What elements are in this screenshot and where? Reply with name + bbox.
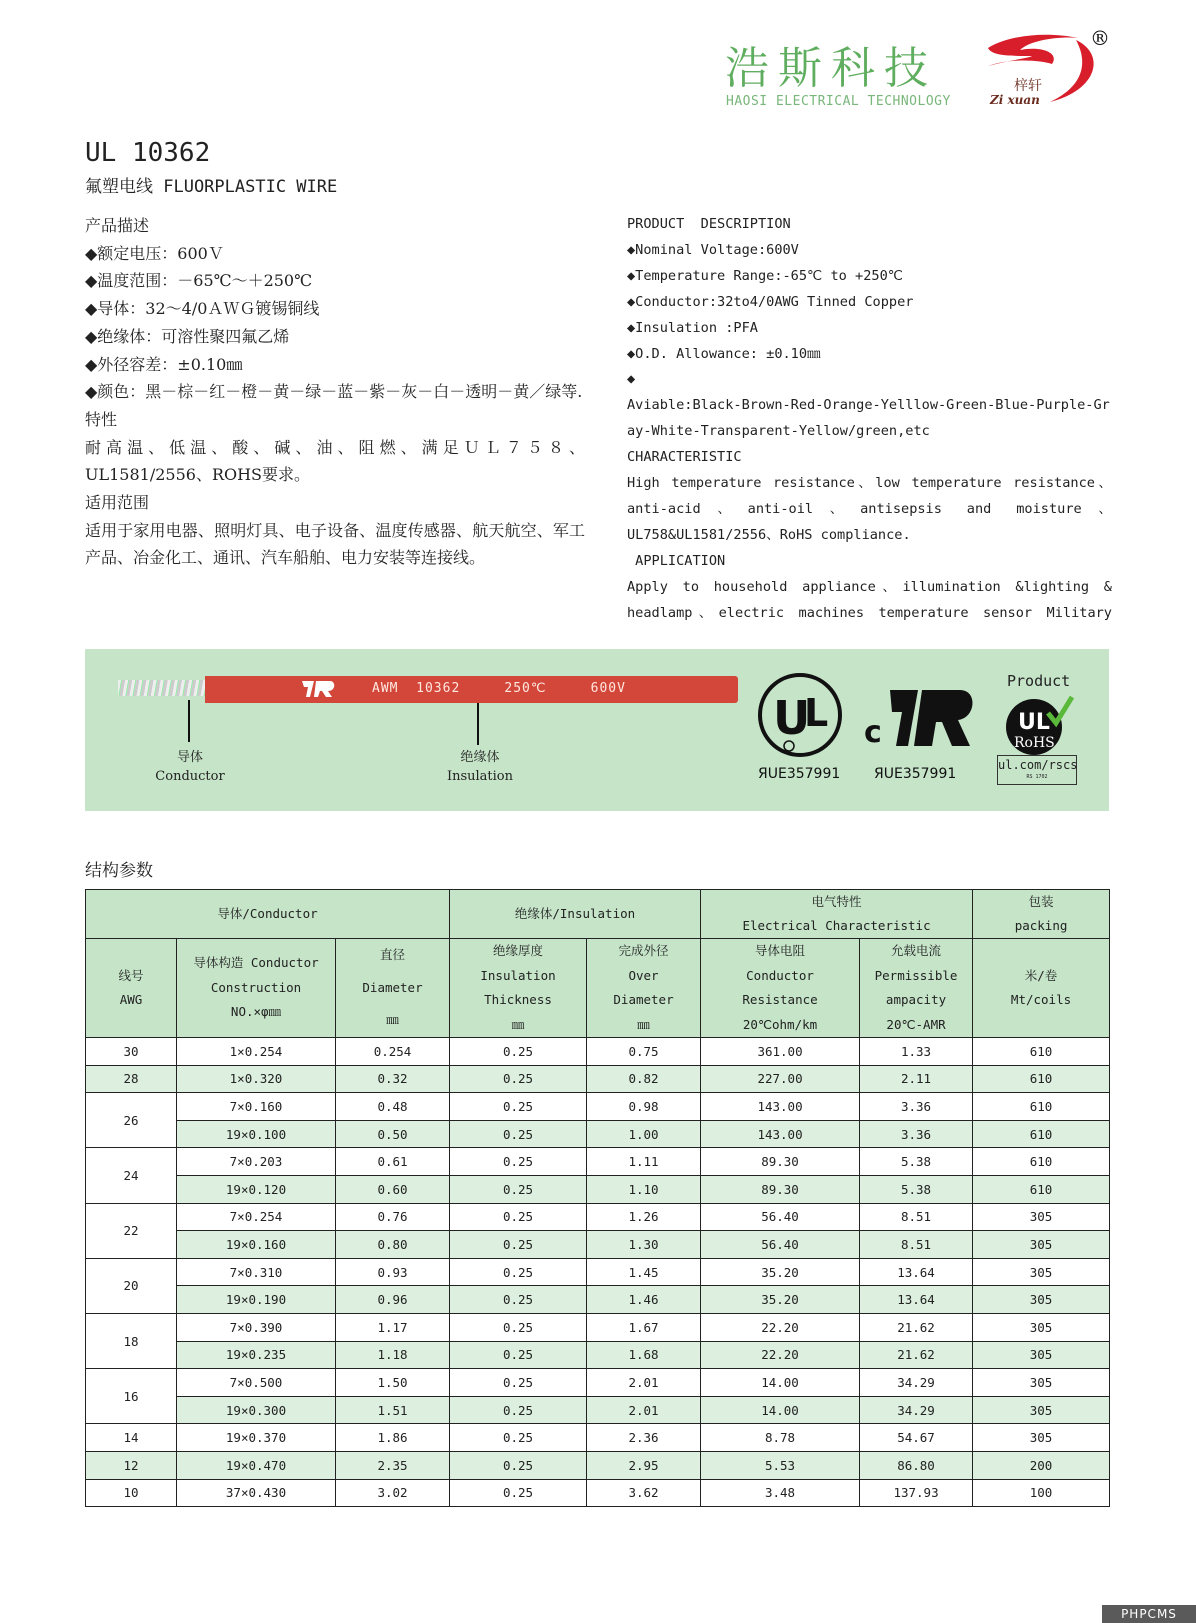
spec-table: [85, 889, 1110, 1507]
thickness-cell: 0.25: [450, 1424, 587, 1452]
table-row: [86, 1231, 1110, 1259]
construction-cell: 19×0.120: [177, 1175, 336, 1203]
packing-cell: 610: [973, 1065, 1110, 1093]
col-awg-cn: 线号: [118, 967, 144, 983]
col-ampacity: [860, 939, 973, 1038]
diameter-cell: 1.18: [336, 1341, 450, 1369]
thickness-cell: 0.25: [450, 1258, 587, 1286]
product-label: Product: [1007, 672, 1071, 690]
col-ampacity-line: 允载电流: [891, 943, 942, 958]
over-diameter-cell: 1.00: [587, 1120, 701, 1148]
diameter-cell: 0.76: [336, 1203, 450, 1231]
insulation-leader: [477, 703, 479, 745]
thickness-cell: 0.25: [450, 1451, 587, 1479]
thickness-cell: 0.25: [450, 1120, 587, 1148]
diameter-cell: 3.02: [336, 1479, 450, 1507]
resistance-cell: 143.00: [701, 1093, 860, 1121]
en-char-heading: CHARACTERISTIC: [627, 449, 742, 466]
en-char-line: anti-acid、anti-oil、antisepsis and moisture、: [627, 500, 1112, 517]
wire-conductor: [118, 680, 208, 696]
construction-cell: 1×0.254: [177, 1038, 336, 1066]
col-construction: [177, 939, 336, 1038]
construction-cell: 19×0.300: [177, 1396, 336, 1424]
group-electrical: [701, 890, 973, 939]
over-diameter-cell: 0.75: [587, 1038, 701, 1066]
over-diameter-cell: 3.62: [587, 1479, 701, 1507]
over-diameter-cell: 1.45: [587, 1258, 701, 1286]
table-row: [86, 1175, 1110, 1203]
resistance-cell: 361.00: [701, 1038, 860, 1066]
col-diameter-line: 直径: [380, 947, 406, 963]
cn-desc-item: ◆额定电压：600Ｖ: [85, 243, 224, 263]
resistance-cell: 22.20: [701, 1313, 860, 1341]
construction-cell: 19×0.470: [177, 1451, 336, 1479]
ul-website-small: RS 1702: [1026, 774, 1048, 780]
packing-cell: 610: [973, 1120, 1110, 1148]
svg-text:UL: UL: [1018, 710, 1050, 735]
ampacity-cell: 137.93: [860, 1479, 973, 1507]
ampacity-cell: 34.29: [860, 1396, 973, 1424]
diameter-cell: 1.17: [336, 1313, 450, 1341]
diameter-cell: 1.86: [336, 1424, 450, 1452]
col-thickness-line: Thickness: [484, 992, 552, 1007]
en-desc-heading: PRODUCT DESCRIPTION: [627, 216, 791, 232]
over-diameter-cell: 2.36: [587, 1424, 701, 1452]
col-ampacity-line: Permissible: [874, 967, 958, 983]
thickness-cell: 0.25: [450, 1065, 587, 1093]
col-resistance-line: 20℃ohm/km: [742, 1016, 818, 1032]
ul-rohs-icon: [1000, 688, 1074, 762]
group-electrical-cn: 电气特性: [811, 894, 862, 909]
resistance-cell: 3.48: [701, 1479, 860, 1507]
resistance-cell: 8.78: [701, 1424, 860, 1452]
ampacity-cell: 21.62: [860, 1341, 973, 1369]
ur-small-icon: ЯU: [874, 766, 894, 782]
ur-mark-icon: [300, 679, 336, 699]
resistance-cell: 56.40: [701, 1203, 860, 1231]
over-diameter-cell: 1.68: [587, 1341, 701, 1369]
packing-cell: 305: [973, 1313, 1110, 1341]
construction-cell: 37×0.430: [177, 1479, 336, 1507]
resistance-cell: 35.20: [701, 1286, 860, 1314]
thickness-cell: 0.25: [450, 1341, 587, 1369]
resistance-cell: 56.40: [701, 1231, 860, 1259]
resistance-cell: 227.00: [701, 1065, 860, 1093]
ampacity-cell: 54.67: [860, 1424, 973, 1452]
conductor-label-cn: 导体: [176, 750, 203, 765]
over-diameter-cell: 0.98: [587, 1093, 701, 1121]
table-row: [86, 1148, 1110, 1176]
awg-cell: 30: [86, 1038, 177, 1066]
logo-en: Zi xuan: [990, 93, 1040, 107]
wire-print-text: AWM 10362 250℃ 600V: [372, 681, 626, 696]
resistance-cell: 143.00: [701, 1120, 860, 1148]
table-row: [86, 1396, 1110, 1424]
insulation-label-cn: 绝缘体: [460, 750, 500, 765]
diameter-cell: 1.50: [336, 1369, 450, 1397]
table-title: 结构参数: [85, 861, 153, 881]
thickness-cell: 0.25: [450, 1286, 587, 1314]
ampacity-cell: 8.51: [860, 1231, 973, 1259]
awg-cell: 12: [86, 1451, 177, 1479]
ampacity-cell: 1.33: [860, 1038, 973, 1066]
ampacity-cell: 5.38: [860, 1175, 973, 1203]
col-resistance-line: Conductor: [746, 967, 814, 983]
group-packing: [973, 890, 1110, 939]
diameter-cell: 0.61: [336, 1148, 450, 1176]
group-electrical-en: Electrical Characteristic: [742, 918, 931, 933]
col-od-line: ㎜: [637, 1016, 650, 1032]
construction-cell: 19×0.100: [177, 1120, 336, 1148]
svg-text:c: c: [864, 715, 882, 750]
packing-cell: 305: [973, 1258, 1110, 1286]
thickness-cell: 0.25: [450, 1148, 587, 1176]
ampacity-cell: 13.64: [860, 1286, 973, 1314]
col-over-diameter: [587, 939, 701, 1038]
cru-file-number: ЯUE357991: [874, 766, 957, 782]
en-item: ◆O.D. Allowance: ±0.10㎜: [627, 345, 821, 362]
thickness-cell: 0.25: [450, 1313, 587, 1341]
over-diameter-cell: 1.67: [587, 1313, 701, 1341]
packing-cell: 610: [973, 1093, 1110, 1121]
cn-char-text: 耐高温、低温、酸、碱、油、阻燃、满足ＵＬ７５８、UL1581/2556、ROHS要求。: [85, 437, 585, 485]
watermark: PHPCMS: [1102, 1605, 1196, 1623]
diameter-cell: 0.50: [336, 1120, 450, 1148]
col-diameter-line: Diameter: [362, 979, 423, 995]
construction-cell: 7×0.203: [177, 1148, 336, 1176]
conductor-label-en: Conductor: [155, 769, 225, 784]
group-packing-en: packing: [1014, 918, 1068, 933]
packing-cell: 305: [973, 1286, 1110, 1314]
c-ru-recognized-icon: [862, 684, 980, 750]
construction-cell: 7×0.160: [177, 1093, 336, 1121]
construction-cell: 19×0.235: [177, 1341, 336, 1369]
thickness-cell: 0.25: [450, 1231, 587, 1259]
col-packing-line: 米/卷: [1024, 967, 1058, 983]
en-item: ◆Conductor:32to4/0AWG Tinned Copper: [627, 293, 914, 310]
construction-cell: 19×0.160: [177, 1231, 336, 1259]
ur-small-icon: ЯU: [758, 766, 778, 782]
awg-cell: 20: [86, 1258, 177, 1313]
en-app-line: headlamp、electric machines temperature sensor Military: [627, 604, 1112, 621]
rohs-text: RoHS: [1014, 735, 1055, 751]
thickness-cell: 0.25: [450, 1038, 587, 1066]
cn-desc-item: ◆导体：32～4/0ＡＷＧ镀锡铜线: [85, 299, 320, 319]
cn-app-heading: 适用范围: [85, 493, 150, 513]
over-diameter-cell: 1.10: [587, 1175, 701, 1203]
ampacity-cell: 86.80: [860, 1451, 973, 1479]
thickness-cell: 0.25: [450, 1175, 587, 1203]
en-color-text: Aviable:Black-Brown-Red-Orange-Yelllow-Green-Blue-Purple-Gray-White-Transparent-Yellow/green,etc: [627, 397, 1110, 440]
page-title: UL 10362: [85, 138, 211, 168]
col-od-line: Diameter: [613, 992, 674, 1007]
spec-table-body: [86, 1038, 1110, 1507]
col-packing: [973, 939, 1110, 1038]
over-diameter-cell: 1.11: [587, 1148, 701, 1176]
col-thickness-line: ㎜: [511, 1016, 525, 1032]
table-row: [86, 1451, 1110, 1479]
over-diameter-cell: 0.82: [587, 1065, 701, 1093]
packing-cell: 305: [973, 1203, 1110, 1231]
ul-website: ul.com/rscs: [998, 758, 1078, 772]
packing-cell: 305: [973, 1424, 1110, 1452]
table-row: [86, 1120, 1110, 1148]
awg-cell: 18: [86, 1313, 177, 1368]
cn-desc-heading: 产品描述: [85, 216, 150, 235]
cn-description: [85, 212, 585, 572]
en-item: ◆Temperature Range:-65℃ to +250℃: [627, 267, 904, 284]
construction-cell: 1×0.320: [177, 1065, 336, 1093]
group-packing-cn: 包装: [1028, 894, 1054, 909]
over-diameter-cell: 1.46: [587, 1286, 701, 1314]
cn-app-text: 适用于家用电器、照明灯具、电子设备、温度传感器、航天航空、军工产品、冶金化工、通讯、汽车船舶、电力安装等连接线。: [85, 520, 585, 568]
thickness-cell: 0.25: [450, 1093, 587, 1121]
col-od-line: Over: [628, 967, 659, 983]
table-row: [86, 1479, 1110, 1507]
group-conductor: 导体/Conductor: [86, 890, 450, 939]
packing-cell: 610: [973, 1175, 1110, 1203]
group-insulation: 绝缘体/Insulation: [450, 890, 701, 939]
packing-cell: 100: [973, 1479, 1110, 1507]
diameter-cell: 0.96: [336, 1286, 450, 1314]
conductor-label: [140, 748, 240, 786]
table-row: [86, 1203, 1110, 1231]
en-app-line: Apply to household appliance、illumination &lighting &: [627, 578, 1112, 595]
packing-cell: 610: [973, 1038, 1110, 1066]
registered-mark: ®: [1090, 26, 1110, 50]
insulation-label-en: Insulation: [446, 769, 514, 784]
en-item: ◆Nominal Voltage:600V: [627, 241, 799, 258]
packing-cell: 610: [973, 1148, 1110, 1176]
col-resistance-line: 导体电阻: [755, 943, 806, 958]
col-thickness-line: Insulation: [480, 967, 556, 983]
resistance-cell: 14.00: [701, 1369, 860, 1397]
awg-cell: 10: [86, 1479, 177, 1507]
construction-cell: 19×0.190: [177, 1286, 336, 1314]
col-construction-line: Construction: [210, 979, 302, 995]
col-ampacity-line: ampacity: [885, 992, 947, 1007]
awg-cell: 28: [86, 1065, 177, 1093]
diameter-cell: 0.60: [336, 1175, 450, 1203]
ampacity-cell: 3.36: [860, 1120, 973, 1148]
thickness-cell: 0.25: [450, 1203, 587, 1231]
cn-desc-item: ◆外径容差：±0.10㎜: [85, 354, 243, 374]
diameter-cell: 2.35: [336, 1451, 450, 1479]
cn-desc-item: ◆绝缘体：可溶性聚四氟乙烯: [85, 326, 290, 346]
over-diameter-cell: 2.95: [587, 1451, 701, 1479]
col-resistance: [701, 939, 860, 1038]
ampacity-cell: 2.11: [860, 1065, 973, 1093]
col-diameter: [336, 939, 450, 1038]
diameter-cell: 0.80: [336, 1231, 450, 1259]
col-thickness: [450, 939, 587, 1038]
en-char-line: High temperature resistance、low temperature resistance、: [627, 475, 1112, 492]
insulation-label: [430, 748, 530, 786]
resistance-cell: 14.00: [701, 1396, 860, 1424]
table-row: [86, 1424, 1110, 1452]
col-ampacity-line: 20℃-AMR: [886, 1016, 946, 1032]
col-od-line: 完成外径: [618, 943, 669, 958]
en-item: ◆: [627, 371, 636, 388]
resistance-cell: 89.30: [701, 1175, 860, 1203]
diameter-cell: 0.93: [336, 1258, 450, 1286]
col-diameter-line: ㎜: [386, 1012, 399, 1028]
thickness-cell: 0.25: [450, 1369, 587, 1397]
diameter-cell: 1.51: [336, 1396, 450, 1424]
awg-cell: 14: [86, 1424, 177, 1452]
conductor-leader: [188, 700, 190, 742]
awg-cell: 16: [86, 1369, 177, 1424]
resistance-cell: 5.53: [701, 1451, 860, 1479]
logo-cn: 梓轩: [1014, 78, 1042, 94]
brand-name-cn: 浩斯科技: [725, 43, 937, 94]
col-awg: [86, 939, 177, 1038]
over-diameter-cell: 2.01: [587, 1369, 701, 1397]
construction-cell: 7×0.310: [177, 1258, 336, 1286]
col-construction-line: 导体构造 Conductor: [193, 955, 319, 971]
table-row: [86, 1258, 1110, 1286]
ul-file-number: ЯUE357991: [758, 766, 841, 782]
col-thickness-line: 绝缘厚度: [493, 943, 544, 958]
col-resistance-line: Resistance: [742, 992, 818, 1007]
ampacity-cell: 3.36: [860, 1093, 973, 1121]
thickness-cell: 0.25: [450, 1479, 587, 1507]
table-row: [86, 1341, 1110, 1369]
awg-cell: 22: [86, 1203, 177, 1258]
ampacity-cell: 21.62: [860, 1313, 973, 1341]
over-diameter-cell: 1.30: [587, 1231, 701, 1259]
awg-cell: 24: [86, 1148, 177, 1203]
ampacity-cell: 5.38: [860, 1148, 973, 1176]
resistance-cell: 22.20: [701, 1341, 860, 1369]
cn-desc-item: ◆颜色：黑－棕－红－橙－黄－绿－蓝－紫－灰－白－透明－黄／绿等.: [85, 382, 583, 402]
table-row: [86, 1038, 1110, 1066]
ul-website-box: [997, 755, 1077, 785]
col-construction-line: NO.×φ㎜: [230, 1004, 282, 1020]
ampacity-cell: 8.51: [860, 1203, 973, 1231]
packing-cell: 305: [973, 1396, 1110, 1424]
en-item: ◆Insulation :PFA: [627, 319, 758, 336]
ampacity-cell: 13.64: [860, 1258, 973, 1286]
construction-cell: 7×0.390: [177, 1313, 336, 1341]
construction-cell: 19×0.370: [177, 1424, 336, 1452]
ampacity-cell: 34.29: [860, 1369, 973, 1397]
construction-cell: 7×0.500: [177, 1369, 336, 1397]
en-app-heading: APPLICATION: [627, 552, 726, 569]
over-diameter-cell: 1.26: [587, 1203, 701, 1231]
cn-desc-item: ◆温度范围：－65℃～＋250℃: [85, 271, 313, 291]
en-char-line: UL758&UL1581/2556、RoHS compliance.: [627, 526, 911, 543]
table-row: [86, 1093, 1110, 1121]
thickness-cell: 0.25: [450, 1396, 587, 1424]
ul-listed-icon: [757, 672, 843, 758]
diameter-cell: 0.48: [336, 1093, 450, 1121]
awg-cell: 26: [86, 1093, 177, 1148]
resistance-cell: 35.20: [701, 1258, 860, 1286]
construction-cell: 7×0.254: [177, 1203, 336, 1231]
brand-name-en: HAOSI ELECTRICAL TECHNOLOGY: [726, 94, 951, 109]
table-row: [86, 1313, 1110, 1341]
svg-text:U: U: [773, 691, 811, 745]
packing-cell: 305: [973, 1231, 1110, 1259]
diameter-cell: 0.32: [336, 1065, 450, 1093]
cn-char-heading: 特性: [85, 409, 118, 429]
packing-cell: 305: [973, 1341, 1110, 1369]
over-diameter-cell: 2.01: [587, 1396, 701, 1424]
table-row: [86, 1286, 1110, 1314]
col-awg-en: AWG: [119, 992, 143, 1007]
packing-cell: 200: [973, 1451, 1110, 1479]
page-subtitle: 氟塑电线 FLUORPLASTIC WIRE: [85, 177, 338, 197]
table-row: [86, 1369, 1110, 1397]
svg-text:L: L: [804, 691, 829, 735]
col-packing-line: Mt/coils: [1010, 992, 1072, 1007]
diameter-cell: 0.254: [336, 1038, 450, 1066]
resistance-cell: 89.30: [701, 1148, 860, 1176]
table-row: [86, 1065, 1110, 1093]
packing-cell: 305: [973, 1369, 1110, 1397]
en-description: [627, 212, 1112, 627]
